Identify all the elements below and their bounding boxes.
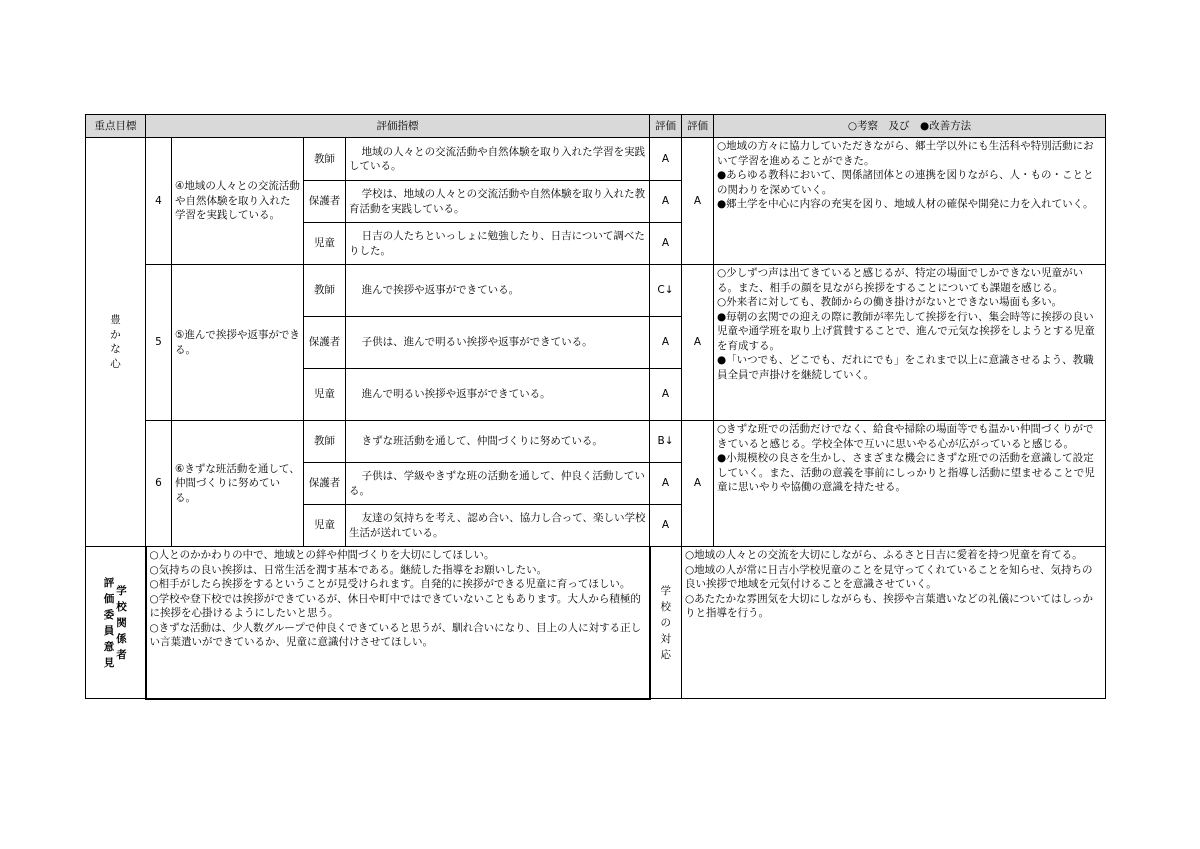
overall-grade: A — [682, 421, 714, 547]
respondent-label: 保護者 — [304, 463, 346, 505]
header-goal: 重点目標 — [86, 115, 146, 138]
note-line: ●小規模校の良さを生かし、さまざまな機会にきずな班での活動を意識して設定していく。また、活動の意義を事前にしっかりと指導し活動に望ませることで児童に思いやりや協働の意識を持たせる。 — [717, 452, 1095, 493]
respondent-label: 教師 — [304, 265, 346, 317]
school-response-label: 学 校 の 対 応 — [650, 547, 682, 699]
respondent-label: 児童 — [304, 223, 346, 265]
respondent-label: 教師 — [304, 421, 346, 463]
criterion-text: 学校は、地域の人々との交流活動や自然体験を取り入れた教育活動を実践している。 — [346, 181, 650, 223]
note-line: ○地域の方々に協力していただきながら、郷土学以外にも生活科や特別活動において学習を進めることができた。 — [717, 140, 1094, 167]
committee-label — [86, 547, 146, 699]
note-line: ○外来者に対しても、教師からの働き掛けがないとできない場面も多い。 — [717, 296, 1063, 308]
indicator-text: ⑥きずな班活動を通して、仲間づくりに努めている。 — [172, 421, 304, 547]
table-row — [86, 138, 1106, 181]
header-indicator: 評価指標 — [146, 115, 650, 138]
notes-cell — [714, 421, 1106, 547]
grade-value: A — [650, 138, 682, 181]
committee-label-left: 評 価 委 員 意 見 — [103, 576, 115, 669]
header-row — [86, 115, 1106, 138]
response-line: ○地域の人が常に日吉小学校児童のことを見守ってくれていることを知らせ、気持ちの良い挨拶で地域を元気付けることを意識させていく。 — [685, 563, 1093, 590]
criterion-text: 進んで明るい挨拶や返事ができている。 — [346, 369, 650, 421]
indicator-text: ④地域の人々との交流活動や自然体験を取り入れた学習を実践している。 — [172, 138, 304, 265]
header-grade: 評価 — [650, 115, 682, 138]
evaluation-table — [85, 114, 1106, 700]
respondent-label: 児童 — [304, 369, 346, 421]
respondent-label: 保護者 — [304, 181, 346, 223]
item-number: 5 — [146, 265, 172, 421]
item-number: 6 — [146, 421, 172, 547]
school-responses — [682, 547, 1106, 699]
opinion-line: ○気持ちの良い挨拶は、日常生活を潤す基本である。継続した指導をお願いしたい。 — [149, 563, 548, 576]
committee-opinions — [146, 547, 650, 699]
table-row — [86, 265, 1106, 317]
grade-value: A — [650, 223, 682, 265]
criterion-text: 進んで挨拶や返事ができている。 — [346, 265, 650, 317]
note-line: ○きずな班での活動だけでなく、給食や掃除の場面等でも温かい仲間づくりができていると感じる。学校全体で互いに思いやる心が広がっていると感じる。 — [717, 423, 1094, 450]
response-line: ○あたたかな雰囲気を大切にしながらも、挨拶や言葉遣いなどの礼儀についてはしっかりと指導を行う。 — [685, 592, 1093, 619]
respondent-label: 児童 — [304, 505, 346, 547]
opinion-line: ○相手がしたら挨拶をするということが見受けられます。自発的に挨拶ができる児童に育ってほしい。 — [149, 578, 631, 590]
note-line: ○少しずつ声は出てきていると感じるが、特定の場面でしかできない児童がいる。また、相手の顔を見ながら挨拶をすることについても課題を感じる。 — [717, 267, 1084, 294]
item-number: 4 — [146, 138, 172, 265]
criterion-text: 友達の気持ちを考え、認め合い、協力し合って、楽しい学校生活が送れている。 — [346, 505, 650, 547]
header-notes: ○考察 及び ●改善方法 — [714, 115, 1106, 138]
criterion-text: 子供は、学級やきずな班の活動を通して、仲良く活動している。 — [346, 463, 650, 505]
header-overall: 評価 — [682, 115, 714, 138]
respondent-label: 教師 — [304, 138, 346, 181]
grade-value: A — [650, 317, 682, 369]
note-line: ●あらゆる教科において、関係諸団体との連携を図りながら、人・もの・こととの関わりを深めていく。 — [717, 169, 1094, 196]
opinion-line: ○学校や登下校では挨拶ができているが、休日や町中ではできていないこともあります。大人から積極的に挨拶を心掛けるようにしたいと思う。 — [149, 592, 641, 619]
overall-grade: A — [682, 265, 714, 421]
overall-grade: A — [682, 138, 714, 265]
grade-value: A — [650, 181, 682, 223]
table-row — [86, 421, 1106, 463]
grade-value: A — [650, 463, 682, 505]
goal-cell: 豊 か な 心 — [86, 138, 146, 547]
opinion-line: ○人とのかかわりの中で、地域との絆や仲間づくりを大切にしてほしい。 — [149, 549, 495, 561]
notes-cell — [714, 265, 1106, 421]
committee-label-right: 学 校 関 係 者 — [116, 584, 127, 661]
notes-cell — [714, 138, 1106, 265]
grade-value: A — [650, 369, 682, 421]
response-line: ○地域の人々との交流を大切にしながら、ふるさと日吉に愛着を持つ児童を育てる。 — [685, 549, 1083, 561]
criterion-text: 日吉の人たちといっしょに勉強したり、日吉について調べたりした。 — [346, 223, 650, 265]
opinion-line: ○きずな活動は、少人数グループで仲良くできていると思うが、馴れ合いになり、目上の人に対する正しい言葉遣いができているか、児童に意識付けさせてほしい。 — [149, 621, 642, 648]
committee-row — [86, 547, 1106, 699]
grade-value: A — [650, 505, 682, 547]
note-line: ●郷土学を中心に内容の充実を図り、地域人材の確保や開発に力を入れていく。 — [717, 198, 1094, 210]
criterion-text: 子供は、進んで明るい挨拶や返事ができている。 — [346, 317, 650, 369]
criterion-text: 地域の人々との交流活動や自然体験を取り入れた学習を実践している。 — [346, 138, 650, 181]
note-line: ●「いつでも、どこでも、だれにでも」をこれまで以上に意識させるよう、教職員全員で声掛けを継続していく。 — [717, 354, 1094, 381]
grade-value: C↓ — [650, 265, 682, 317]
indicator-text: ⑤進んで挨拶や返事ができる。 — [172, 265, 304, 421]
criterion-text: きずな班活動を通して、仲間づくりに努めている。 — [346, 421, 650, 463]
respondent-label: 保護者 — [304, 317, 346, 369]
note-line: ●毎朝の玄関での迎えの際に教師が率先して挨拶を行い、集会時等に挨拶の良い児童や通学班を取り上げ賞賛することで、進んで元気な挨拶をしようとする児童を育成する。 — [717, 310, 1095, 352]
grade-value: B↓ — [650, 421, 682, 463]
